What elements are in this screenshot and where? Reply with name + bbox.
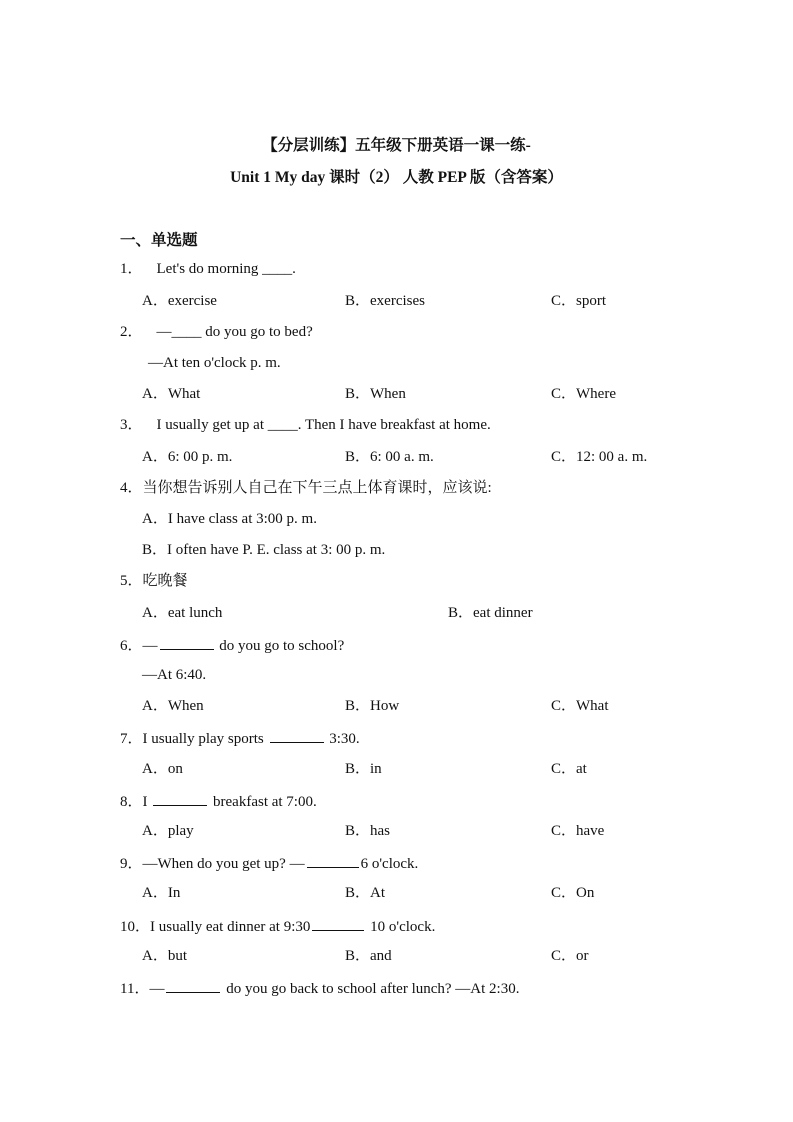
option-b: B．eat dinner	[448, 605, 533, 621]
document-title-line1: 【分层训练】五年级下册英语一课一练-	[262, 137, 531, 154]
option-a: A．What	[142, 386, 201, 402]
question-2-answer-line: —At ten o'clock p. m.	[148, 355, 281, 371]
question-stem: Let's do morning	[156, 261, 263, 277]
question-stem: —	[149, 981, 165, 997]
question-stem-end: 6 o'clock.	[360, 856, 419, 872]
option-a: A．When	[142, 698, 204, 714]
question-4	[120, 479, 492, 497]
option-c: C．What	[551, 698, 609, 714]
question-11	[120, 978, 519, 998]
question-blank: ____	[262, 261, 293, 277]
option-b: B．At	[345, 885, 386, 901]
option-b: B．I often have P. E. class at 3: 00 p. m.	[142, 542, 386, 558]
option-c: C．or	[551, 948, 589, 964]
option-c: C．Where	[551, 386, 616, 402]
question-stem: 当你想告诉别人自己在下午三点上体育课时，应该说:	[142, 480, 492, 496]
option-b: B．and	[345, 948, 392, 964]
document-title-line2: Unit 1 My day 课时（2） 人教 PEP 版（含答案）	[230, 169, 563, 186]
question-stem-end: breakfast at 7:00.	[209, 794, 317, 810]
question-10	[120, 916, 435, 936]
question-6-answer-line: —At 6:40.	[142, 667, 207, 683]
question-8	[120, 791, 317, 811]
question-5	[120, 572, 188, 590]
option-c: C．at	[551, 761, 587, 777]
option-c: C．12: 00 a. m.	[551, 449, 648, 465]
question-number: 2．	[120, 324, 143, 340]
option-b: B．6: 00 a. m.	[345, 449, 434, 465]
question-stem: —When do you get up? —	[142, 856, 305, 872]
question-number: 5．	[120, 573, 143, 589]
option-a: A．on	[142, 761, 183, 777]
option-c: C．have	[551, 823, 605, 839]
question-blank	[160, 635, 214, 650]
option-b: B．When	[345, 386, 406, 402]
option-a: A．exercise	[142, 293, 217, 309]
question-blank	[312, 916, 364, 931]
question-7	[120, 728, 360, 748]
question-stem-end: do you go to school?	[215, 638, 345, 654]
option-a: A．I have class at 3:00 p. m.	[142, 511, 317, 527]
option-b: B．has	[345, 823, 391, 839]
question-number: 10．	[120, 919, 151, 935]
question-number: 1．	[120, 261, 143, 277]
section-heading: 一、单选题	[120, 232, 198, 249]
option-a: A．but	[142, 948, 188, 964]
question-stem-end: . Then I have breakfast at home.	[297, 417, 491, 433]
question-stem: 吃晚餐	[142, 573, 188, 589]
option-c: C．On	[551, 885, 595, 901]
question-blank	[153, 791, 207, 806]
option-a: A．eat lunch	[142, 605, 223, 621]
question-blank	[166, 978, 220, 993]
question-stem: I	[142, 794, 152, 810]
question-number: 11．	[120, 981, 150, 997]
question-stem: —	[156, 324, 172, 340]
question-number: 9．	[120, 856, 143, 872]
question-blank	[270, 728, 324, 743]
option-c: C．sport	[551, 293, 607, 309]
question-1	[120, 260, 296, 278]
question-stem-end: 3:30.	[325, 731, 360, 747]
question-stem: I usually get up at	[156, 417, 268, 433]
question-9	[120, 853, 418, 873]
option-a: A．6: 00 p. m.	[142, 449, 233, 465]
question-2	[120, 323, 313, 341]
question-6	[120, 635, 344, 655]
question-stem-end: do you go back to school after lunch? —At 2:30.	[222, 981, 520, 997]
question-number: 3．	[120, 417, 143, 433]
question-stem-end: 10 o'clock.	[366, 919, 436, 935]
question-stem: I usually play sports	[142, 731, 268, 747]
question-3	[120, 416, 491, 434]
question-number: 7．	[120, 731, 143, 747]
question-number: 4．	[120, 480, 143, 496]
question-number: 8．	[120, 794, 143, 810]
question-number: 6．	[120, 638, 143, 654]
question-stem: —	[142, 638, 158, 654]
question-blank: ____	[267, 417, 298, 433]
question-blank	[307, 853, 359, 868]
option-a: A．In	[142, 885, 181, 901]
question-stem-end: do you go to bed?	[201, 324, 313, 340]
question-blank: ____	[171, 324, 202, 340]
option-a: A．play	[142, 823, 194, 839]
option-b: B．exercises	[345, 293, 425, 309]
option-b: B．in	[345, 761, 382, 777]
option-b: B．How	[345, 698, 400, 714]
question-stem-end: .	[292, 261, 296, 277]
question-stem: I usually eat dinner at 9:30	[150, 919, 311, 935]
